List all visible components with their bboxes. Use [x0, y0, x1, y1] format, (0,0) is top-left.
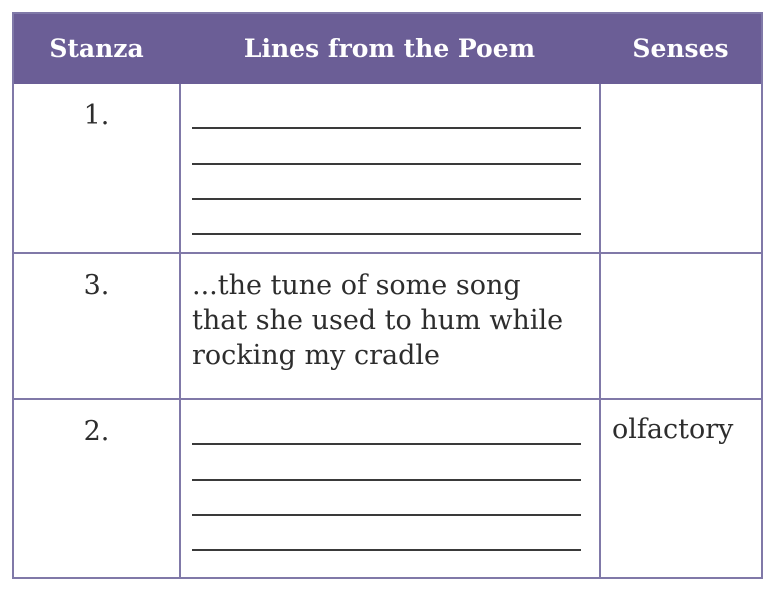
answer-blank-line[interactable]: [192, 127, 581, 129]
row-divider: [14, 398, 761, 400]
answer-blank-line[interactable]: [192, 549, 581, 551]
answer-blank-line[interactable]: [192, 514, 581, 516]
header-lines-from-poem: Lines from the Poem: [243, 34, 536, 63]
poem-line: rocking my cradle: [192, 340, 440, 371]
table-header-row: [14, 14, 761, 84]
poem-line: ...the tune of some song: [192, 270, 521, 301]
stanza-number: 1.: [83, 100, 110, 131]
answer-blank-line[interactable]: [192, 443, 581, 445]
poem-excerpt: [192, 268, 592, 373]
answer-blank-line[interactable]: [192, 479, 581, 481]
stanza-senses-table: [12, 12, 763, 579]
column-divider: [179, 84, 181, 579]
header-senses: Senses: [632, 34, 729, 63]
answer-blank-line[interactable]: [192, 163, 581, 165]
row-divider: [14, 252, 761, 254]
column-divider: [599, 84, 601, 579]
poem-line: that she used to hum while: [192, 305, 564, 336]
answer-blank-line[interactable]: [192, 233, 581, 235]
stanza-number: 3.: [83, 270, 110, 301]
sense-label: olfactory: [612, 414, 734, 445]
header-stanza: Stanza: [49, 34, 144, 63]
stanza-number: 2.: [83, 416, 110, 447]
answer-blank-line[interactable]: [192, 198, 581, 200]
